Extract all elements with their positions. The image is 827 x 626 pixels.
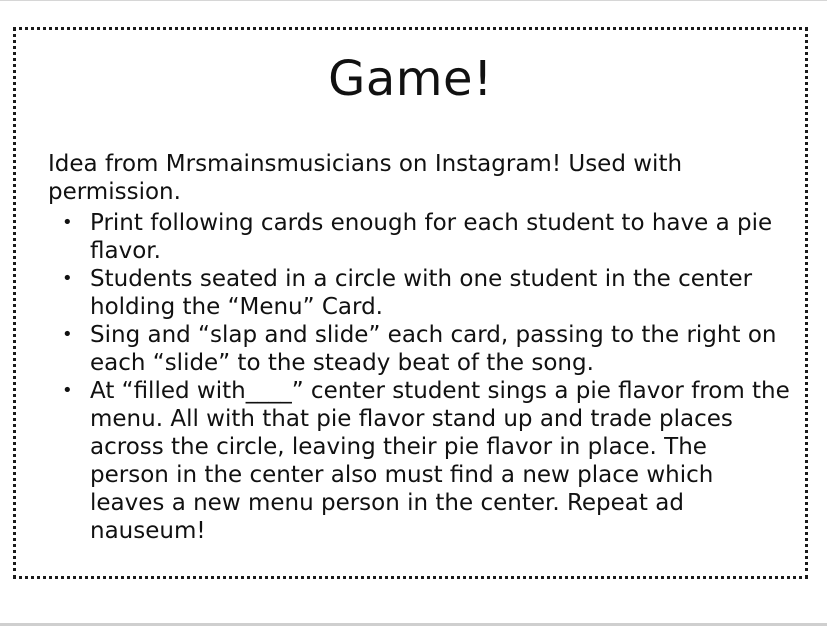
page-title: Game! <box>328 51 493 107</box>
list-item <box>48 265 793 321</box>
list-item <box>48 377 793 545</box>
steps-list <box>48 209 793 545</box>
intro-text: Idea from Mrsmainsmusicians on Instagram! Used with permission. <box>48 151 683 205</box>
step-text: Students seated in a circle with one student in the center holding the “Menu” Card. <box>90 266 753 320</box>
list-item <box>48 321 793 377</box>
bullet-icon: • <box>62 212 73 233</box>
list-item <box>48 209 793 265</box>
card-content <box>48 150 793 545</box>
step-text: Sing and “slap and slide” each card, passing to the right on each “slide” to the steady beat of the song. <box>90 322 777 376</box>
bullet-icon: • <box>62 380 73 401</box>
bullet-icon: • <box>62 324 73 345</box>
step-text: At “filled with____” center student sings a pie flavor from the menu. All with that pie flavor stand up and trade places across the circle, leaving their pie flavor in place. The person in the center also must find a new place which leaves a new menu person in the center. Repeat ad nauseum! <box>90 378 790 544</box>
step-text: Print following cards enough for each student to have a pie flavor. <box>90 210 773 264</box>
top-divider <box>0 0 827 1</box>
game-card <box>13 27 808 579</box>
bullet-icon: • <box>62 268 73 289</box>
